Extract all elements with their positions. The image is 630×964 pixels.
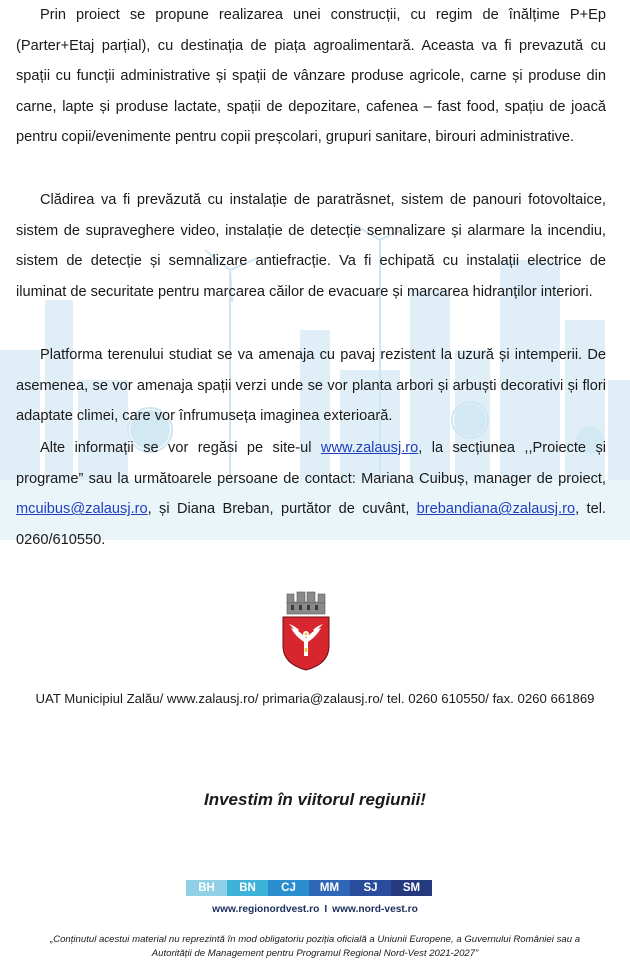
paragraph-1: Prin proiect se propune realizarea unei construcții, cu regim de înălțime P+Ep (Parter+Etaj parțial), cu destinația de piața agroalimentară. Aceasta va fi prevazută cu spații cu funcții administrative și spații de vânzare produse agricole, carne și produse din carne, lapte și produse lactate, spații de depozitare, cafenea – fast food, spațiu de joacă pentru copii/evenimente pentru copii preșcolari, grupuri sanitare, birouri administrative. (16, 7, 606, 146)
eu-disclaimer: „Conținutul acestui material nu reprezintă în mod obligatoriu poziția oficială a Uniunii Europene, a Guvernului României sau a Autorității de Management pentru Programul Regional Nord-Vest 2021-2027” (49, 934, 581, 959)
regionordvest-link[interactable]: www.regionordvest.ro (212, 904, 320, 915)
manager-email-link[interactable]: mcuibus@zalausj.ro (16, 501, 148, 518)
website-link[interactable]: www.zalausj.ro (320, 440, 419, 456)
paragraph-3: Platforma terenului studiat se va amenaja cu pavaj rezistent la uzură și intemperii. De asemenea, se vor amenaja spații verzi unde se vor planta arbori și arbuști decorativi și flori adaptate climei, care vor înfrumuseța imaginea exterioară. (16, 347, 606, 425)
footer-web-links (0, 904, 630, 915)
region-cj: CJ (268, 880, 309, 896)
spokesperson-email-link[interactable]: brebandiana@zalausj.ro (416, 501, 576, 518)
region-logo-bar (186, 880, 432, 896)
nord-vest-link[interactable]: www.nord-vest.ro (332, 904, 418, 915)
paragraph-2: Clădirea va fi prevăzută cu instalație de paratrăsnet, sistem de panouri fotovoltaice, sistem de supraveghere video, instalație de detecție semnalizare și alarmare la incendiu, sistem de detecție și semnalizare antiefracție. Va fi echipată cu instalații electrice de iluminat de securitate pentru marcarea căilor de evacuare și marcarea hidranților interiori. (16, 192, 606, 300)
contact-text-2: , la secțiunea ,,Proiecte și programe” sau la următoarele persoane de contact: Mariana Cuibuș, manager de proiect, (16, 440, 606, 487)
contact-text-4: , tel. 0260/610550. (16, 501, 606, 548)
paragraph-4 (16, 433, 606, 555)
contact-text-1: Alte informații se vor regăsi pe site-ul (40, 440, 321, 456)
region-mm: MM (309, 880, 350, 896)
zalau-coat-of-arms-icon (277, 590, 335, 672)
region-bh: BH (186, 880, 227, 896)
region-sm: SM (391, 880, 432, 896)
contact-text-3: , și Diana Breban, purtător de cuvânt, (147, 501, 417, 518)
link-separator: I (324, 904, 328, 915)
region-sj: SJ (350, 880, 391, 896)
municipality-contact-address: UAT Municipiul Zalău/ www.zalausj.ro/ primaria@zalausj.ro/ tel. 0260 610550/ fax. 0260 661869 (35, 691, 595, 706)
region-bn: BN (227, 880, 268, 896)
slogan: Investim în viitorul regiunii! (204, 790, 426, 809)
